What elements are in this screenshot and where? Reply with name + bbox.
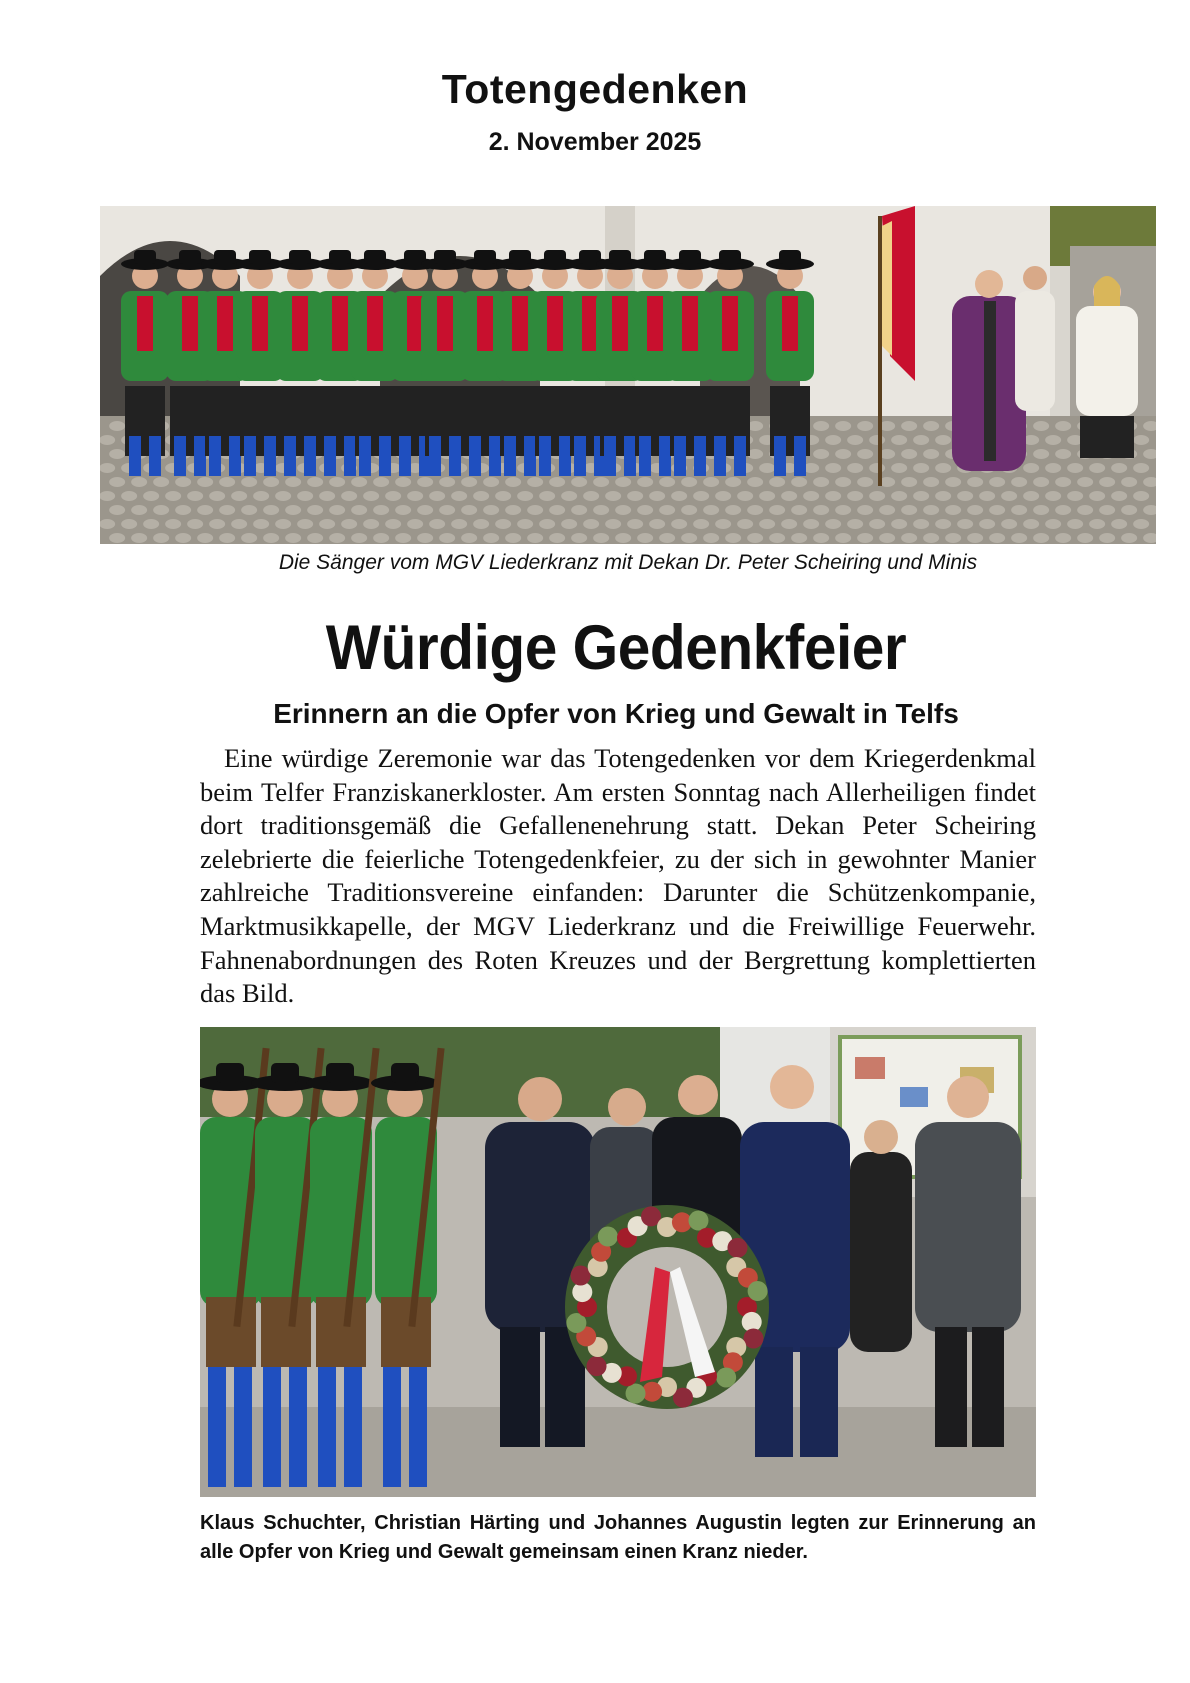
article-headline: Würdige Gedenkfeier	[325, 613, 907, 683]
article-subheadline: Erinnern an die Opfer von Krieg und Gewalt in Telfs	[273, 698, 959, 729]
wreath-photo-caption: Klaus Schuchter, Christian Härting und Johannes Augustin legten zur Erinnerung an alle Opfer von Krieg und Gewalt gemeinsam einen Kranz nieder.	[200, 1512, 1036, 1563]
group-photo-caption: Die Sänger vom MGV Liederkranz mit Dekan Dr. Peter Scheiring und Minis	[278, 551, 978, 574]
page-title: Totengedenken	[441, 66, 749, 112]
group-photo	[100, 206, 1156, 544]
article-body: Eine würdige Zeremonie war das Totengedenken vor dem Kriegerdenkmal beim Telfer Franziskanerkloster. Am ersten Sonntag nach Allerheiligen findet dort traditionsgemäß die Gefallenenehrung statt. Dekan Peter Scheiring zelebrierte die feierliche Totengedenkfeier, zu der sich in gewohnter Manier zahlreiche Traditionsvereine einfanden: Darunter die Schützenkompanie, Marktmusikkapelle, der MGV Liederkranz und die Freiwillige Feuerwehr. Fahnenabordnungen des Roten Kreuzes und der Bergrettung komplettierten das Bild.	[200, 743, 1036, 1009]
wreath-photo	[200, 1027, 1036, 1497]
page-date: 2. November 2025	[488, 128, 702, 156]
